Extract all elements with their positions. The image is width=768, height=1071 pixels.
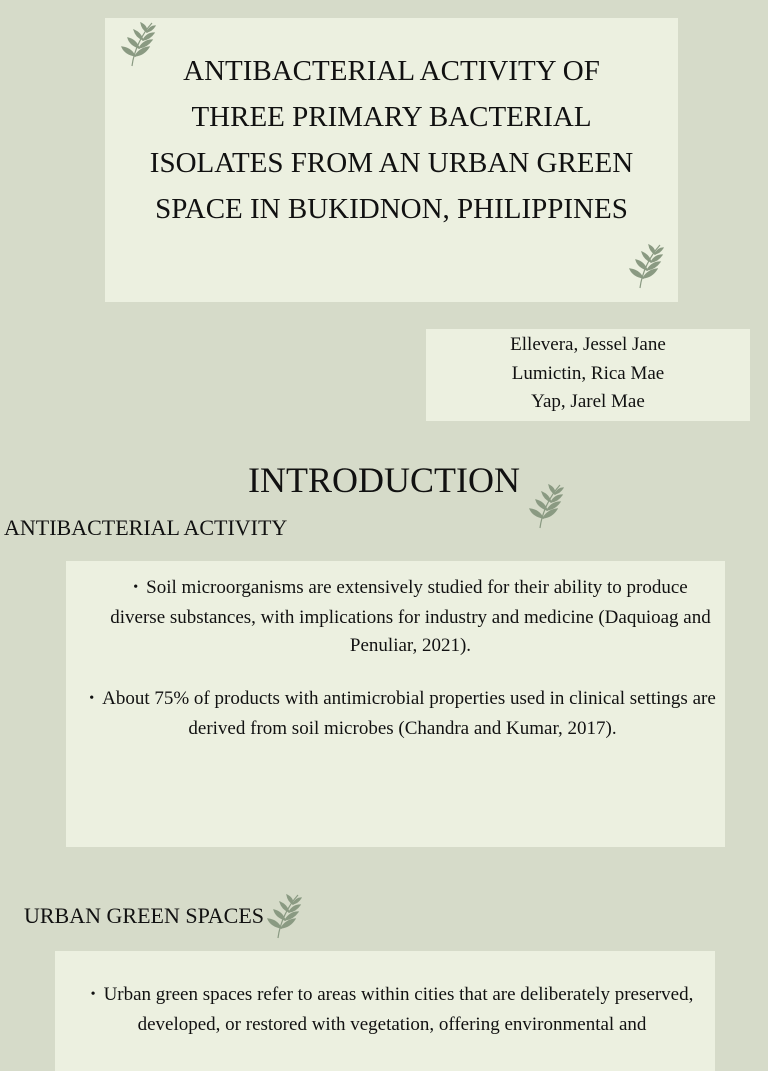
bullet-item: • Urban green spaces refer to areas within cities that are deliberately preserved, developed, or restored with vegetation, offering environmental and [90,984,694,1035]
leaf-icon [120,20,156,68]
page-title: ANTIBACTERIAL ACTIVITY OF THREE PRIMARY BACTERIAL ISOLATES FROM AN URBAN GREEN SPACE IN BUKIDNON, PHILIPPINES [149,55,634,225]
author-name: Ellevera, Jessel Jane [510,334,666,355]
antibacterial-activity-card [66,561,725,847]
authors-box [426,329,750,421]
bullet-item: • About 75% of products with antimicrobial properties used in clinical settings are derived from soil microbes (Chandra and Kumar, 2017). [89,688,716,739]
leaf-icon [528,482,564,530]
section-heading-urban-green-spaces: URBAN GREEN SPACES [24,903,265,928]
author-name: Lumictin, Rica Mae [511,362,665,384]
bullet-dot: • [133,580,139,595]
urban-green-spaces-card [55,951,715,1071]
leaf-icon [628,242,664,290]
bullet-dot: • [90,987,96,1002]
section-heading-antibacterial-activity: ANTIBACTERIAL ACTIVITY [4,515,288,540]
authors-list [426,331,750,417]
introduction-heading: INTRODUCTION [248,460,520,500]
bullet-dot: • [89,691,95,706]
author-name: Yap, Jarel Mae [531,391,645,412]
leaf-icon [266,892,302,940]
bullet-item: • Soil microorganisms are extensively studied for their ability to produce diverse substances, with implications for industry and medicine (Daquioag and Penuliar, 2021). [110,577,711,656]
title-box [105,18,678,302]
